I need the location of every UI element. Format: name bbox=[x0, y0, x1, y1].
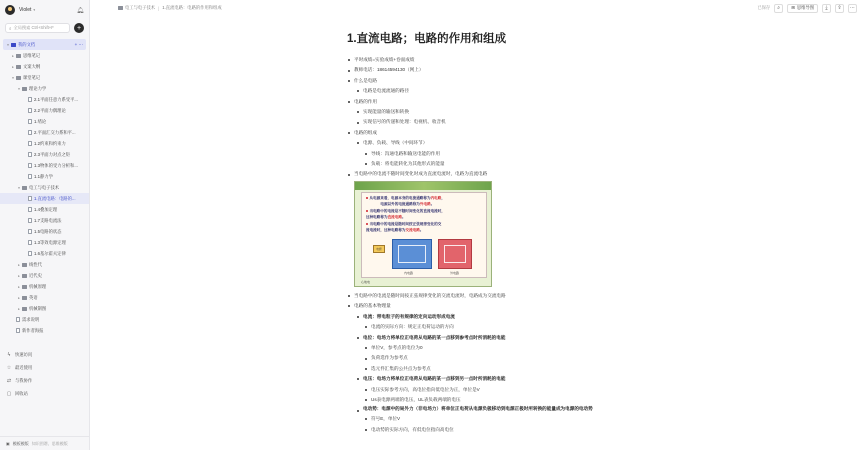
sidebar-item-label: 1.绪论 bbox=[34, 118, 47, 124]
sidebar-doc[interactable] bbox=[0, 138, 89, 149]
document-icon bbox=[28, 218, 32, 223]
document-icon bbox=[16, 317, 20, 322]
sidebar-item-label: 1.5电路的状态 bbox=[34, 228, 62, 234]
outline-item[interactable]: Us表电源两端的电压，UL表负载两端的电压 bbox=[347, 395, 707, 405]
document-icon bbox=[28, 251, 32, 256]
bullet-icon bbox=[366, 223, 368, 225]
outline-item[interactable]: 电路是电流流通的路径 bbox=[347, 86, 707, 96]
sidebar-doc[interactable] bbox=[0, 237, 89, 248]
editor bbox=[90, 0, 865, 450]
sidebar-nav-item[interactable] bbox=[0, 374, 89, 387]
sidebar-item-label: 英语 bbox=[29, 294, 38, 300]
image-text-line bbox=[366, 222, 441, 227]
image-text-line bbox=[366, 215, 406, 220]
sidebar-item-label: 1.6基尔霍夫定律 bbox=[34, 250, 66, 256]
outline-item[interactable]: 什么是电路 bbox=[347, 76, 707, 86]
sidebar-nav-item[interactable] bbox=[0, 387, 89, 400]
image-text: ， bbox=[441, 195, 445, 200]
outline-section-a bbox=[347, 55, 707, 180]
mindmap-button[interactable] bbox=[787, 4, 818, 13]
image-caption-inner: 内电路 bbox=[404, 270, 414, 275]
outline-item[interactable]: 电路的作用 bbox=[347, 97, 707, 107]
sidebar-doc[interactable] bbox=[0, 193, 89, 204]
sidebar-doc[interactable] bbox=[0, 248, 89, 259]
chevron-right-icon[interactable]: ▸ bbox=[18, 295, 20, 300]
folder-icon bbox=[16, 76, 21, 80]
outline-item[interactable]: 电流的实际方向：规定正电荷运动的方向 bbox=[347, 322, 707, 332]
bell-icon[interactable]: 🔔︎ bbox=[76, 7, 84, 14]
export-icon[interactable]: ⤓ bbox=[822, 4, 831, 13]
embedded-image[interactable] bbox=[354, 181, 492, 287]
document-icon bbox=[28, 119, 32, 124]
image-text-line bbox=[366, 196, 445, 201]
image-caption-outer: 外电路 bbox=[450, 270, 460, 275]
sidebar-folder[interactable] bbox=[0, 303, 89, 314]
breadcrumb bbox=[118, 5, 222, 11]
sidebar-doc[interactable] bbox=[0, 160, 89, 171]
sidebar-item-label: 1.4叠加定理 bbox=[34, 206, 58, 212]
sidebar-folder[interactable] bbox=[0, 61, 89, 72]
sidebar-doc[interactable] bbox=[0, 105, 89, 116]
document-icon bbox=[28, 152, 32, 157]
sidebar-item-label: 1.7支路电流法 bbox=[34, 217, 62, 223]
sidebar-folder[interactable] bbox=[0, 270, 89, 281]
image-circuit-inner bbox=[392, 239, 432, 269]
mindmap-icon: ⊞ bbox=[791, 5, 795, 10]
sidebar-item-label: 2.平面汇交力系和平... bbox=[34, 129, 76, 135]
image-text: 流电流时，这种电路称为 bbox=[366, 227, 406, 232]
sidebar-nav-item[interactable] bbox=[0, 348, 89, 361]
avatar[interactable] bbox=[5, 5, 15, 15]
sidebar-item-label: 1.直流电路：电路的... bbox=[34, 195, 76, 201]
document-icon bbox=[28, 130, 32, 135]
sidebar-item-label: 近代史 bbox=[29, 272, 42, 278]
sidebar-item-label: 课堂笔记 bbox=[23, 74, 41, 80]
chevron-down-icon[interactable]: ▾ bbox=[7, 42, 9, 47]
document-icon bbox=[28, 108, 32, 113]
chevron-down-icon[interactable]: ▾ bbox=[18, 86, 20, 91]
image-slide bbox=[361, 192, 487, 278]
sidebar bbox=[0, 0, 90, 450]
sidebar-doc[interactable] bbox=[0, 149, 89, 160]
chevron-down-icon[interactable]: ▾ bbox=[12, 75, 14, 80]
search-icon: ⌕ bbox=[9, 25, 12, 31]
outline-item[interactable]: 单位V，参考点的电位为0 bbox=[347, 343, 707, 353]
sidebar-folder[interactable] bbox=[0, 72, 89, 83]
image-text-highlight: 外电路 bbox=[419, 201, 431, 206]
lightning-icon: ϟ bbox=[7, 351, 11, 358]
sidebar-doc[interactable] bbox=[0, 204, 89, 215]
outline-item[interactable]: 电流：带电粒子的有规律的定向运动形成电流 bbox=[347, 312, 707, 322]
outline-item[interactable]: 当电路中的电流不随时间变化时成为直流电流时，电路为直流电路 bbox=[347, 169, 707, 179]
topbar bbox=[90, 0, 865, 16]
search-row bbox=[0, 21, 89, 35]
sidebar-nav-item[interactable] bbox=[0, 361, 89, 374]
sidebar-folder[interactable] bbox=[0, 50, 89, 61]
document-icon bbox=[28, 163, 32, 168]
more-icon[interactable]: ⋯ bbox=[850, 5, 855, 11]
user-name[interactable]: Violet bbox=[19, 7, 32, 13]
sidebar-doc[interactable] bbox=[0, 226, 89, 237]
outline-section-b bbox=[347, 291, 707, 435]
toolbar bbox=[757, 4, 857, 13]
image-text: 。 bbox=[401, 214, 406, 219]
document-icon bbox=[28, 207, 32, 212]
sidebar-doc[interactable] bbox=[0, 215, 89, 226]
sidebar-nav-label: 快速访问 bbox=[15, 351, 33, 357]
outline-item[interactable]: 电路的基本物理量 bbox=[347, 301, 707, 311]
image-text: 当电路中的电流是随时间按正弦规律变化的交 bbox=[369, 221, 442, 226]
sidebar-folder[interactable] bbox=[0, 83, 89, 94]
outline-item[interactable]: 电源、负载、导线（中间环节） bbox=[347, 138, 707, 148]
document-icon bbox=[16, 328, 20, 333]
chevron-right-icon[interactable]: ▸ bbox=[12, 53, 14, 58]
folder-icon bbox=[16, 65, 21, 69]
breadcrumb-item-doc[interactable]: 1.直流电路：电路的作用和组成 bbox=[162, 5, 222, 10]
sidebar-item-label: 电工与电子技术 bbox=[29, 184, 60, 190]
chevron-right-icon[interactable]: ▸ bbox=[18, 284, 20, 289]
image-text: 这种电路称为 bbox=[366, 214, 388, 219]
mindmap-label: 思维导图 bbox=[796, 5, 814, 10]
sidebar-item-label: 1.3物体的受力分析和... bbox=[34, 162, 78, 168]
folder-icon bbox=[16, 54, 21, 58]
image-source-box: 电源 bbox=[373, 245, 385, 253]
document-icon bbox=[28, 174, 32, 179]
folder-icon bbox=[22, 87, 27, 91]
sidebar-folder[interactable] bbox=[0, 281, 89, 292]
outline-item[interactable]: 负载：将电能转化为其他形式的能量 bbox=[347, 159, 707, 169]
sidebar-folder[interactable] bbox=[0, 259, 89, 270]
folder-icon bbox=[22, 263, 27, 267]
outline-item[interactable]: 导线：沟通电路和输送电能的作用 bbox=[347, 149, 707, 159]
template-center[interactable] bbox=[0, 436, 89, 450]
folder-icon bbox=[22, 307, 27, 311]
sidebar-item-label: 机械制图 bbox=[29, 305, 47, 311]
image-text: 。 bbox=[419, 227, 424, 232]
image-corner-label: 心地电 bbox=[361, 279, 371, 284]
sidebar-item-label: 1.1静力学 bbox=[34, 173, 53, 179]
sidebar-item-label: 机械原理 bbox=[29, 283, 47, 289]
sidebar-item-label: 新作者海报 bbox=[22, 327, 44, 333]
sidebar-doc[interactable] bbox=[0, 127, 89, 138]
sidebar-doc[interactable] bbox=[0, 325, 89, 336]
document-icon bbox=[28, 196, 32, 201]
share-icon: ⇄ bbox=[6, 377, 12, 384]
save-status: 已保存 bbox=[757, 5, 771, 10]
outline-item[interactable]: 电压：电场力将单位正电荷从电路的某一点移到另一点时所消耗的电能 bbox=[347, 374, 707, 384]
sidebar-item-label: 1.3等效电源定理 bbox=[34, 239, 66, 245]
outline-item[interactable]: 当电路中的电流是随时间按正弦规律变化的交流电流时，电路成为交流电路 bbox=[347, 291, 707, 301]
folder-icon bbox=[11, 43, 16, 47]
sidebar-item-label: 文案大纲 bbox=[23, 63, 41, 69]
image-text-line bbox=[366, 202, 434, 207]
sidebar-item-label: 2.3平面力对点之矩 bbox=[34, 151, 71, 157]
sidebar-item-label: 1.2约束和约束力 bbox=[34, 140, 66, 146]
image-text-line bbox=[366, 228, 424, 233]
sidebar-item-label: 2.2平面力偶理论 bbox=[34, 107, 66, 113]
template-label: 模板模版 bbox=[12, 440, 29, 446]
sidebar-doc[interactable] bbox=[0, 94, 89, 105]
search-icon[interactable]: ⌕ bbox=[774, 4, 783, 13]
sidebar-doc[interactable] bbox=[0, 171, 89, 182]
image-text-highlight: 交流电路 bbox=[405, 227, 420, 232]
sidebar-group[interactable] bbox=[3, 39, 86, 50]
template-sub: 知识图谱、思维模版 bbox=[31, 440, 68, 446]
outline-item[interactable]: 电路的组成 bbox=[347, 128, 707, 138]
outline-item[interactable]: 电位：电场力将单位正电荷从电路的某一点移到参考点时所消耗的电能 bbox=[347, 333, 707, 343]
document-icon bbox=[28, 97, 32, 102]
chevron-down-icon[interactable]: ▾ bbox=[18, 185, 20, 190]
image-text: 从电源来看，电源本身的电流通路称为 bbox=[369, 195, 431, 200]
outline-item[interactable]: 选元件汇集的公共点为参考点 bbox=[347, 364, 707, 374]
image-circuit-outer bbox=[438, 239, 472, 269]
folder-icon bbox=[118, 6, 123, 10]
template-icon: ▣ bbox=[6, 441, 10, 446]
chevron-right-icon[interactable]: ▸ bbox=[18, 273, 20, 278]
image-text-highlight: 内电路 bbox=[430, 195, 442, 200]
chevron-right-icon[interactable]: ▸ bbox=[18, 306, 20, 311]
breadcrumb-separator: | bbox=[158, 5, 160, 11]
page-title[interactable]: 1.直流电路；电路的作用和组成 bbox=[347, 33, 507, 45]
sidebar-header bbox=[0, 0, 89, 20]
sidebar-nav-label: 最近使用 bbox=[15, 364, 33, 370]
chevron-right-icon[interactable]: ▸ bbox=[18, 262, 20, 267]
outline-item[interactable]: 电压实际参考方向，高电位指向低电位为正，单位是V bbox=[347, 385, 707, 395]
star-icon: ☆ bbox=[6, 364, 12, 371]
search-placeholder: 全局搜索 Ctrl+Shift+F bbox=[13, 25, 54, 30]
document-icon bbox=[28, 141, 32, 146]
outline-item[interactable]: 平时成绩=实验成绩+卷面成绩 bbox=[347, 55, 707, 65]
sidebar-folder[interactable] bbox=[0, 182, 89, 193]
outline-item[interactable]: 电动势的实际方向，有低电位指向高电位 bbox=[347, 425, 707, 435]
sidebar-item-label: 线性代 bbox=[29, 261, 42, 267]
outline-item[interactable]: 教师电话：18614594130（网上） bbox=[347, 65, 707, 75]
bullet-icon bbox=[366, 197, 368, 199]
sidebar-item-label: 理论力学 bbox=[29, 85, 47, 91]
sidebar-item-label: 思维笔记 bbox=[23, 52, 41, 58]
image-text-line bbox=[366, 209, 445, 214]
group-actions-icon[interactable]: + ⋯ bbox=[74, 41, 83, 47]
chevron-right-icon[interactable]: ▸ bbox=[12, 64, 14, 69]
sidebar-item-label: 我的文档 bbox=[18, 41, 36, 47]
outline-item[interactable]: 电动势：电源中的局外力（非电场力）将单位正电荷从电源负极移动到电源正极时所转换的能量成为电源的电动势 bbox=[347, 405, 607, 414]
bullet-icon bbox=[366, 210, 368, 212]
doc-tree bbox=[0, 39, 89, 336]
document-icon bbox=[28, 229, 32, 234]
chevron-down-icon[interactable]: ▾ bbox=[33, 8, 36, 12]
image-text: 电源以外的电流通路称为 bbox=[366, 201, 420, 206]
sidebar-nav-label: 与我协作 bbox=[15, 377, 33, 383]
search-input[interactable] bbox=[5, 23, 70, 33]
outline-item[interactable]: 负荷选作为参考点 bbox=[347, 353, 707, 363]
outline-item[interactable]: 实现能量的输送和转换 bbox=[347, 107, 707, 117]
sidebar-nav-label: 回收站 bbox=[15, 390, 28, 396]
sidebar-item-label: 需求说明 bbox=[22, 316, 40, 322]
folder-icon bbox=[22, 296, 27, 300]
sidebar-item-label: 2.1平面任意力系受平... bbox=[34, 96, 78, 102]
folder-icon bbox=[22, 186, 27, 190]
sidebar-doc[interactable] bbox=[0, 116, 89, 127]
sidebar-doc[interactable] bbox=[0, 314, 89, 325]
folder-icon bbox=[22, 285, 27, 289]
share-icon[interactable]: ⇪ bbox=[835, 4, 844, 13]
image-text: 。 bbox=[430, 201, 435, 206]
image-text-highlight: 直流电路 bbox=[387, 214, 402, 219]
image-text: 当电路中的电流是不随时间变化的直流电流时， bbox=[369, 208, 445, 213]
folder-icon bbox=[22, 274, 27, 278]
new-doc-button[interactable]: + bbox=[74, 23, 84, 33]
sidebar-bottom-nav bbox=[0, 348, 89, 400]
outline-item[interactable]: 实现信号的传递和处理：电视机、收音机 bbox=[347, 117, 707, 127]
document bbox=[347, 30, 707, 435]
sidebar-folder[interactable] bbox=[0, 292, 89, 303]
document-icon bbox=[28, 240, 32, 245]
trash-icon: ▢ bbox=[6, 390, 12, 397]
breadcrumb-item-folder[interactable]: 电工与电子技术 bbox=[125, 5, 156, 10]
outline-item[interactable]: 符号E，单位V bbox=[347, 414, 707, 424]
image-header-bar bbox=[355, 182, 492, 190]
